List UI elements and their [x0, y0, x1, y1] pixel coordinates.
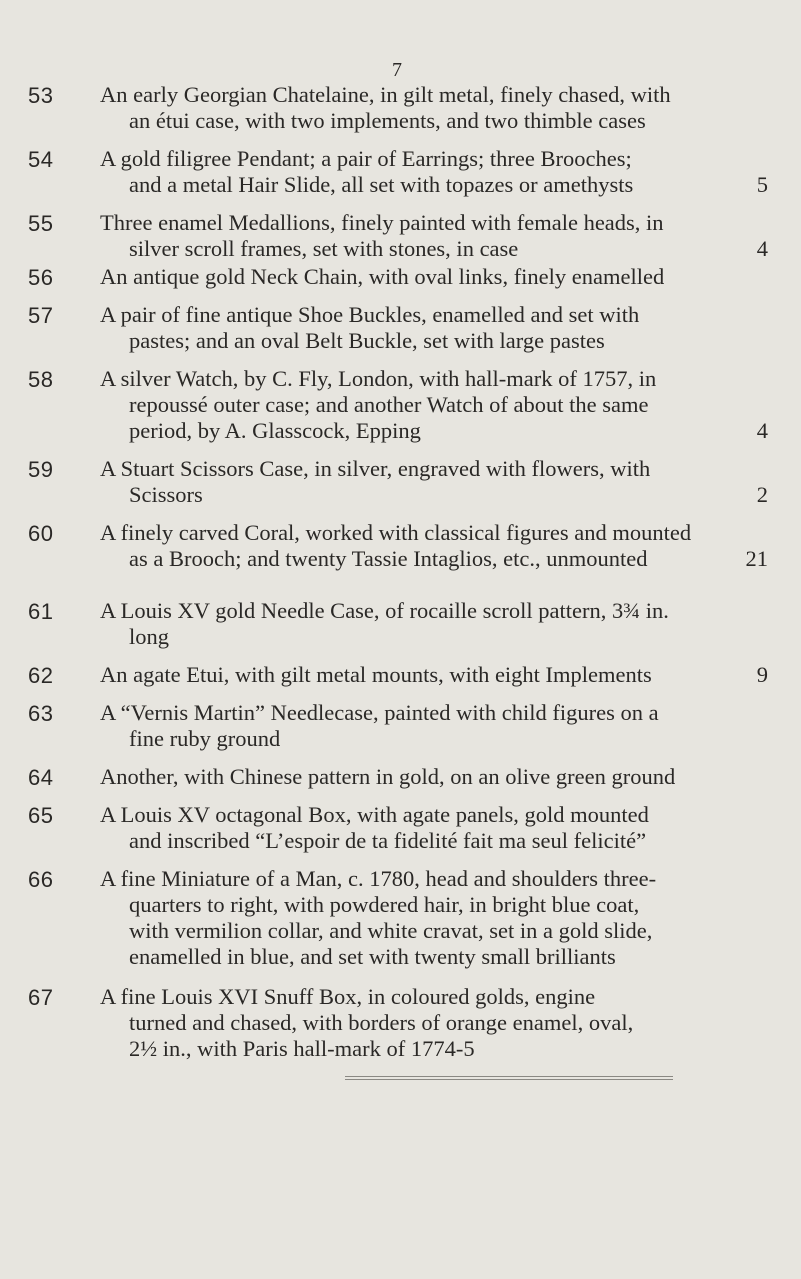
lot-description-line: [100, 598, 784, 624]
lot-line-text: A fine Louis XVI Snuff Box, in coloured golds, engine: [100, 984, 596, 1009]
lot-description-line: [100, 482, 784, 508]
lot-number: 60: [28, 521, 54, 546]
closing-rule: [345, 1076, 673, 1080]
lot-description-line: [100, 264, 784, 290]
lot-description-line: [100, 546, 784, 572]
lot-number: 59: [28, 457, 54, 482]
lot-number: 65: [28, 803, 54, 828]
lot-line-text: An agate Etui, with gilt metal mounts, with eight Implements: [100, 662, 652, 687]
lot-description-line: [100, 82, 784, 108]
lot-description-line: [100, 1010, 784, 1036]
lot-description-line: [100, 866, 784, 892]
lot-line-text: pastes; and an oval Belt Buckle, set with large pastes: [129, 328, 605, 353]
lot-description-line: [100, 802, 784, 828]
lot-description-line: [100, 892, 784, 918]
lot-quantity: 4: [756, 418, 768, 443]
lot-line-text: quarters to right, with powdered hair, in bright blue coat,: [129, 892, 640, 917]
lot-line-text: an étui case, with two implements, and two thimble cases: [129, 108, 646, 133]
lot-line-text: Another, with Chinese pattern in gold, on an olive green ground: [100, 764, 676, 789]
lot-line-text: A Louis XV gold Needle Case, of rocaille scroll pattern, 3¾ in.: [100, 598, 669, 623]
lot-line-text: A fine Miniature of a Man, c. 1780, head and shoulders three-: [100, 866, 657, 891]
lot-line-text: with vermilion collar, and white cravat, set in a gold slide,: [129, 918, 653, 943]
lot-line-text: fine ruby ground: [129, 726, 281, 751]
lot-description: [100, 598, 784, 650]
lot-description-line: [100, 210, 784, 236]
lot-description-line: [100, 662, 784, 688]
lot-description: [100, 866, 784, 970]
lot-line-text: long: [129, 624, 170, 649]
lot-number: 64: [28, 765, 54, 790]
lot-description: [100, 520, 784, 572]
lot-number: 67: [28, 985, 54, 1010]
lot-description-line: [100, 764, 784, 790]
lot-line-text: A pair of fine antique Shoe Buckles, enamelled and set with: [100, 302, 640, 327]
lot-quantity: 2: [756, 482, 768, 507]
lot-description-line: [100, 1036, 784, 1062]
lot-description-line: [100, 418, 784, 444]
lot-line-text: and inscribed “L’espoir de ta fidelité fait ma seul felicité”: [129, 828, 647, 853]
page-number: 7: [392, 59, 402, 81]
lot-number: 61: [28, 599, 54, 624]
lot-description-line: [100, 392, 784, 418]
lot-description: [100, 302, 784, 354]
lot-line-text: repoussé outer case; and another Watch of about the same: [129, 392, 649, 417]
lot-line-text: as a Brooch; and twenty Tassie Intaglios, etc., unmounted: [129, 546, 648, 571]
lot-line-text: 2½ in., with Paris hall-mark of 1774-5: [129, 1036, 475, 1061]
lot-line-text: A finely carved Coral, worked with classical figures and mounted: [100, 520, 692, 545]
lot-line-text: A Stuart Scissors Case, in silver, engraved with flowers, with: [100, 456, 651, 481]
lot-description-line: [100, 328, 784, 354]
lot-description: [100, 662, 784, 688]
lot-description-line: [100, 108, 784, 134]
lot-description-line: [100, 984, 784, 1010]
lot-description-line: [100, 700, 784, 726]
lot-description-line: [100, 726, 784, 752]
lot-number: 53: [28, 83, 54, 108]
lot-description-line: [100, 456, 784, 482]
lot-line-text: An early Georgian Chatelaine, in gilt metal, finely chased, with: [100, 82, 671, 107]
lot-description-line: [100, 520, 784, 546]
lot-description: [100, 264, 784, 290]
lot-description: [100, 146, 784, 198]
lot-description-line: [100, 366, 784, 392]
lot-description: [100, 210, 784, 262]
lot-number: 63: [28, 701, 54, 726]
lot-description-line: [100, 146, 784, 172]
lot-line-text: period, by A. Glasscock, Epping: [129, 418, 421, 443]
lot-number: 54: [28, 147, 54, 172]
lot-description: [100, 366, 784, 444]
lot-quantity: 9: [756, 662, 768, 687]
lot-line-text: silver scroll frames, set with stones, in case: [129, 236, 519, 261]
lot-description-line: [100, 918, 784, 944]
lot-description-line: [100, 944, 784, 970]
lot-quantity: 4: [756, 236, 768, 261]
lot-number: 56: [28, 265, 54, 290]
lot-line-text: A “Vernis Martin” Needlecase, painted with child figures on a: [100, 700, 659, 725]
lot-description: [100, 764, 784, 790]
lot-number: 57: [28, 303, 54, 328]
lot-line-text: and a metal Hair Slide, all set with topazes or amethysts: [129, 172, 634, 197]
lot-line-text: Scissors: [129, 482, 203, 507]
lot-description: [100, 82, 784, 134]
lot-description-line: [100, 624, 784, 650]
lot-line-text: A Louis XV octagonal Box, with agate panels, gold mounted: [100, 802, 649, 827]
lot-number: 55: [28, 211, 54, 236]
lot-line-text: A gold filigree Pendant; a pair of Earrings; three Brooches;: [100, 146, 632, 171]
lot-number: 58: [28, 367, 54, 392]
lot-line-text: enamelled in blue, and set with twenty small brilliants: [129, 944, 616, 969]
lot-description-line: [100, 172, 784, 198]
lot-line-text: turned and chased, with borders of orange enamel, oval,: [129, 1010, 634, 1035]
lot-number: 62: [28, 663, 54, 688]
lot-description: [100, 984, 784, 1062]
lot-number: 66: [28, 867, 54, 892]
lot-description-line: [100, 302, 784, 328]
lot-description-line: [100, 236, 784, 262]
lot-description: [100, 802, 784, 854]
lot-quantity: 5: [756, 172, 768, 197]
lot-description: [100, 700, 784, 752]
lot-quantity: 21: [745, 546, 768, 571]
lot-line-text: A silver Watch, by C. Fly, London, with hall-mark of 1757, in: [100, 366, 657, 391]
lot-line-text: An antique gold Neck Chain, with oval links, finely enamelled: [100, 264, 665, 289]
lot-description-line: [100, 828, 784, 854]
lot-line-text: Three enamel Medallions, finely painted with female heads, in: [100, 210, 664, 235]
lot-description: [100, 456, 784, 508]
